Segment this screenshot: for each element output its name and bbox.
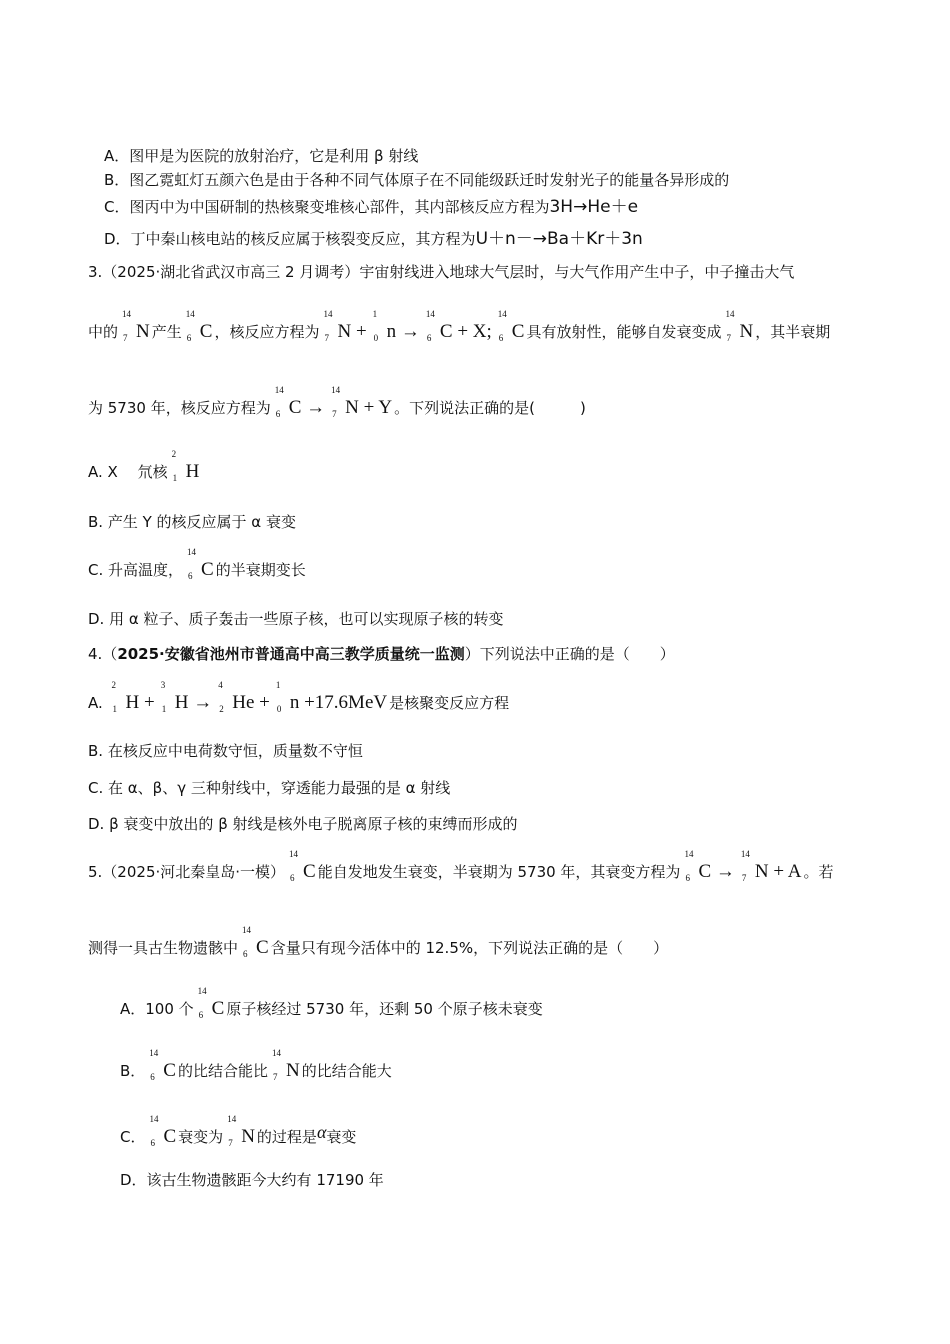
q4-option-d: D. β 衰变中放出的 β 射线是核外电子脱离原子核的束缚而形成的	[88, 815, 518, 833]
q3-text: ，核反应方程为	[214, 323, 320, 341]
q3-option-d: D. 用 α 粒子、质子轰击一些原子核，也可以实现原子核的转变	[88, 610, 504, 628]
nuclide-c14-eq	[682, 849, 735, 883]
q4-option-a-text: 是核聚变反应方程	[389, 694, 510, 712]
q4-option-c: C. 在 α、β、γ 三种射线中，穿透能力最强的是 α 射线	[88, 779, 451, 797]
symbol: C	[303, 861, 316, 882]
q5-option-b-text: 的比结合能比	[177, 1062, 268, 1080]
q3-stem-line3	[88, 385, 586, 419]
q4-source: 2025·安徽省池州市普通高中高三教学质量统一监测	[117, 645, 465, 663]
atomic-number: 6	[186, 333, 192, 343]
q2-option-c-equation: 3H→He＋e	[549, 197, 639, 217]
symbol: C	[163, 1126, 177, 1147]
q5-text: 能自发地发生衰变，半衰期为 5730 年，其衰变方程为	[317, 863, 681, 881]
nuclide-n14-eq	[329, 385, 393, 419]
mass-number: 14	[323, 309, 333, 319]
atomic-number: 0	[276, 704, 282, 714]
nuclide-c14	[184, 309, 213, 343]
atomic-number: 7	[332, 409, 337, 419]
atomic-number: 7	[741, 873, 747, 883]
symbol: C	[201, 559, 214, 580]
nuclide-c14-eq	[273, 385, 326, 419]
q4-stem	[88, 644, 675, 664]
q5-text: 5.（2025·河北秦皇岛·一模）	[88, 863, 286, 881]
atomic-number: 7	[324, 333, 329, 343]
nuclide-h3	[159, 680, 213, 714]
atomic-number: 2	[219, 704, 224, 714]
q3-text: 。下列说法正确的是( )	[394, 399, 586, 417]
nuclide-n14	[270, 1048, 300, 1082]
alpha-symbol: α	[316, 1122, 327, 1142]
q5-option-a	[120, 986, 543, 1020]
q3-stem-line1: 3.（2025·湖北省武汉市高三 2 月调考）宇宙射线进入地球大气层时，与大气作用产生中子，中子撞击大气	[88, 263, 795, 281]
q5-option-b-text: 的比结合能大	[301, 1062, 392, 1080]
atomic-number: 0	[373, 333, 379, 343]
atomic-number: 6	[150, 1072, 155, 1082]
atomic-number: 6	[198, 1010, 204, 1020]
q2-option-d-equation: U＋n－→Ba＋Kr＋3n	[475, 229, 643, 249]
mass-number: 14	[497, 309, 507, 319]
mass-number: 14	[197, 986, 207, 996]
q3-text: 具有放射性，能够自发衰变成	[526, 323, 722, 341]
nuclide-h2	[110, 680, 155, 714]
symbol: C	[211, 998, 225, 1019]
q3-option-c-text: C. 升高温度，	[88, 561, 184, 579]
nuclide-h2	[170, 449, 200, 483]
nuclide-c14	[496, 309, 525, 343]
q2-option-c	[104, 197, 638, 217]
atomic-number: 1	[161, 704, 167, 714]
mass-number: 14	[227, 1114, 237, 1124]
atomic-number: 7	[123, 333, 128, 343]
nuclide-n14-eq	[321, 309, 367, 343]
equation-part: H →	[174, 692, 213, 713]
nuclide-n14	[724, 309, 754, 343]
atomic-number: 1	[172, 473, 178, 483]
q2-option-d-text: D．丁中秦山核电站的核反应属于核裂变反应，其方程为	[104, 230, 476, 248]
q2-option-d	[104, 229, 643, 249]
equation-part: N + A	[754, 861, 802, 882]
q5-option-c-text: 衰变	[326, 1128, 357, 1146]
q2-option-c-text: C．图丙中为中国研制的热核聚变堆核心部件，其内部核反应方程为	[104, 198, 550, 216]
nuclide-n14	[225, 1114, 255, 1148]
atomic-number: 6	[243, 949, 248, 959]
q5-stem-line1	[88, 849, 834, 883]
symbol: C	[199, 321, 213, 342]
q5-option-b-text: B．	[120, 1062, 146, 1080]
q3-option-a	[88, 449, 201, 483]
symbol: C	[163, 1060, 176, 1081]
q3-text: 产生	[151, 323, 182, 341]
mass-number: 4	[218, 680, 223, 690]
mass-number: 14	[185, 309, 195, 319]
equation-part: C →	[698, 861, 735, 882]
q3-stem-line2	[88, 309, 831, 343]
equation-part: n →	[386, 321, 420, 342]
equation-part: N + Y	[345, 397, 393, 418]
nuclide-c14	[287, 849, 316, 883]
mass-number: 1	[275, 680, 281, 690]
q3-option-a-text: A. X 氘核	[88, 463, 168, 481]
equation-part: n +17.6MeV	[289, 692, 388, 713]
q5-stem-line2	[88, 925, 669, 959]
q4-option-a-label: A.	[88, 694, 103, 712]
q4-text: ）下列说法中正确的是（ ）	[464, 645, 675, 663]
q5-text: 。若	[803, 863, 834, 881]
q3-option-c-text: 的半衰期变长	[215, 561, 306, 579]
q4-option-a	[88, 680, 510, 714]
mass-number: 14	[122, 309, 132, 319]
mass-number: 1	[372, 309, 378, 319]
symbol: N	[241, 1126, 255, 1147]
q5-text: 测得一具古生物遗骸中	[88, 939, 239, 957]
symbol: N	[286, 1060, 300, 1081]
mass-number: 2	[171, 449, 177, 459]
atomic-number: 6	[290, 873, 295, 883]
atomic-number: 6	[275, 409, 281, 419]
q3-text: 为 5730 年，核反应方程为	[88, 399, 271, 417]
nuclide-c14	[185, 547, 214, 581]
q5-option-c-text: 衰变为	[178, 1128, 224, 1146]
q2-option-a: A．图甲是为医院的放射治疗，它是利用 β 射线	[104, 147, 419, 165]
symbol: H	[185, 461, 200, 482]
nuclide-c14	[196, 986, 225, 1020]
q5-option-c-text: C．	[120, 1128, 146, 1146]
atomic-number: 1	[112, 704, 118, 714]
mass-number: 14	[272, 1048, 281, 1058]
symbol: C	[511, 321, 525, 342]
q3-option-b: B. 产生 Y 的核反应属于 α 衰变	[88, 513, 296, 531]
atomic-number: 7	[273, 1072, 278, 1082]
mass-number: 14	[425, 309, 435, 319]
equation-part: H +	[125, 692, 155, 713]
mass-number: 3	[160, 680, 166, 690]
symbol: N	[739, 321, 754, 342]
nuclide-n14	[120, 309, 150, 343]
q5-option-a-text: 原子核经过 5730 年，还剩 50 个原子核未衰变	[226, 1000, 543, 1018]
q5-option-d: D．该古生物遗骸距今大约有 17190 年	[120, 1171, 384, 1189]
mass-number: 14	[684, 849, 694, 859]
equation-part: C →	[288, 397, 326, 418]
mass-number: 14	[149, 1114, 159, 1124]
atomic-number: 6	[426, 333, 432, 343]
nuclide-c14-eq	[424, 309, 492, 343]
nuclide-c14	[240, 925, 269, 959]
atomic-number: 6	[685, 873, 690, 883]
nuclide-neutron	[274, 680, 388, 714]
atomic-number: 6	[498, 333, 504, 343]
equation-part: N +	[337, 321, 367, 342]
q5-option-c-text: 的过程是	[256, 1128, 317, 1146]
q3-option-c	[88, 547, 306, 581]
equation-part: He +	[232, 692, 270, 713]
q5-text: 含量只有现今活体中的 12.5%，下列说法正确的是（ ）	[270, 939, 669, 957]
q5-option-a-text: A．100 个	[120, 1000, 194, 1018]
q4-option-b: B. 在核反应中电荷数守恒，质量数不守恒	[88, 742, 363, 760]
atomic-number: 7	[228, 1138, 233, 1148]
mass-number: 14	[331, 385, 341, 395]
symbol: C	[256, 937, 269, 958]
nuclide-c14	[147, 1048, 176, 1082]
nuclide-c14	[147, 1114, 177, 1148]
mass-number: 14	[187, 547, 197, 557]
nuclide-neutron	[371, 309, 420, 343]
q5-option-b	[120, 1048, 392, 1082]
q3-text: 中的	[88, 323, 119, 341]
q2-option-b: B．图乙霓虹灯五颜六色是由于各种不同气体原子在不同能级跃迁时发射光子的能量各异形成的	[104, 171, 730, 189]
q3-text: ，其半衰期	[755, 323, 831, 341]
atomic-number: 6	[150, 1138, 155, 1148]
mass-number: 14	[740, 849, 750, 859]
q5-option-c	[120, 1114, 357, 1148]
mass-number: 14	[725, 309, 735, 319]
q4-text: 4.（	[88, 645, 118, 663]
equation-part: C + X;	[439, 321, 492, 342]
mass-number: 14	[242, 925, 252, 935]
atomic-number: 7	[726, 333, 731, 343]
atomic-number: 6	[188, 571, 193, 581]
mass-number: 14	[149, 1048, 159, 1058]
nuclide-n14-eq	[739, 849, 802, 883]
mass-number: 14	[289, 849, 299, 859]
mass-number: 14	[274, 385, 284, 395]
nuclide-he4	[216, 680, 270, 714]
mass-number: 2	[111, 680, 117, 690]
symbol: N	[136, 321, 150, 342]
